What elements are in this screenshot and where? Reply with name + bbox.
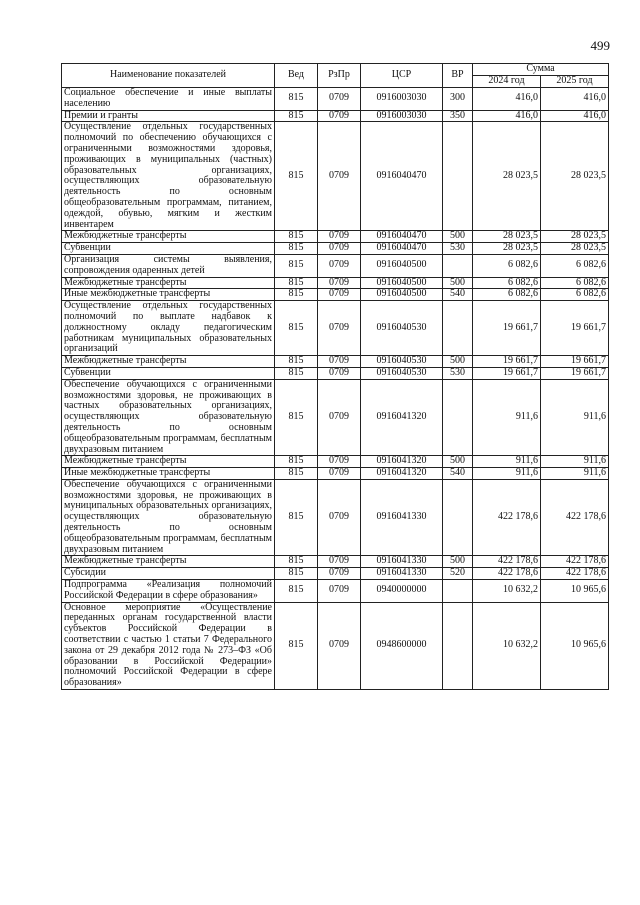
row-name: Иные межбюджетные трансферты — [62, 289, 275, 301]
row-sum-2024: 6 082,6 — [473, 289, 541, 301]
row-ved: 815 — [275, 456, 318, 468]
row-csr: 0916041330 — [361, 568, 443, 580]
row-rzpr: 0709 — [318, 110, 361, 122]
row-vr: 350 — [443, 110, 473, 122]
row-ved: 815 — [275, 367, 318, 379]
row-sum-2025: 28 023,5 — [541, 231, 609, 243]
row-rzpr: 0709 — [318, 456, 361, 468]
row-csr: 0916040500 — [361, 254, 443, 277]
row-sum-2024: 28 023,5 — [473, 231, 541, 243]
row-csr: 0916040470 — [361, 122, 443, 231]
row-rzpr: 0709 — [318, 289, 361, 301]
row-sum-2024: 422 178,6 — [473, 479, 541, 556]
row-rzpr: 0709 — [318, 479, 361, 556]
row-csr: 0916041330 — [361, 479, 443, 556]
header-rzpr: РзПр — [318, 64, 361, 88]
row-rzpr: 0709 — [318, 580, 361, 603]
table-row — [62, 556, 609, 568]
row-vr: 500 — [443, 456, 473, 468]
row-csr: 0916040470 — [361, 243, 443, 255]
row-csr: 0916041320 — [361, 468, 443, 480]
row-ved: 815 — [275, 580, 318, 603]
row-sum-2025: 416,0 — [541, 88, 609, 111]
row-sum-2024: 911,6 — [473, 456, 541, 468]
row-name: Организация системы выявления, сопровождения одаренных детей — [62, 254, 275, 277]
table-row — [62, 122, 609, 231]
row-rzpr: 0709 — [318, 556, 361, 568]
header-csr: ЦСР — [361, 64, 443, 88]
row-vr — [443, 580, 473, 603]
row-vr — [443, 602, 473, 689]
row-sum-2025: 19 661,7 — [541, 367, 609, 379]
row-sum-2025: 416,0 — [541, 110, 609, 122]
table-row — [62, 479, 609, 556]
row-sum-2025: 19 661,7 — [541, 356, 609, 368]
table-row — [62, 356, 609, 368]
row-name: Премии и гранты — [62, 110, 275, 122]
table-row — [62, 301, 609, 356]
row-csr: 0916040500 — [361, 277, 443, 289]
row-rzpr: 0709 — [318, 602, 361, 689]
row-name: Межбюджетные трансферты — [62, 277, 275, 289]
row-rzpr: 0709 — [318, 88, 361, 111]
row-vr — [443, 254, 473, 277]
row-rzpr: 0709 — [318, 122, 361, 231]
row-vr: 300 — [443, 88, 473, 111]
row-name: Субвенции — [62, 367, 275, 379]
row-sum-2024: 19 661,7 — [473, 301, 541, 356]
row-ved: 815 — [275, 356, 318, 368]
table-row — [62, 88, 609, 111]
row-ved: 815 — [275, 289, 318, 301]
table-header — [62, 64, 609, 88]
row-name: Основное мероприятие «Осуществление переданных органам государственной власти субъектов Российской Федерации в соответствии с частью 1 статьи 7 Федерального закона от 29 декабря 2012 года № 273–ФЗ «Об образовании в Российской Федерации» полномочий Российской Федерации в сфере образования» — [62, 602, 275, 689]
row-sum-2024: 28 023,5 — [473, 243, 541, 255]
row-ved: 815 — [275, 231, 318, 243]
header-name: Наименование показателей — [62, 64, 275, 88]
row-name: Межбюджетные трансферты — [62, 231, 275, 243]
row-rzpr: 0709 — [318, 356, 361, 368]
row-csr: 0916041320 — [361, 379, 443, 456]
row-sum-2024: 422 178,6 — [473, 568, 541, 580]
row-name: Межбюджетные трансферты — [62, 556, 275, 568]
row-vr: 540 — [443, 289, 473, 301]
row-rzpr: 0709 — [318, 379, 361, 456]
table-row — [62, 580, 609, 603]
row-vr — [443, 122, 473, 231]
row-sum-2024: 10 632,2 — [473, 602, 541, 689]
row-ved: 815 — [275, 568, 318, 580]
row-sum-2024: 416,0 — [473, 110, 541, 122]
budget-table — [61, 63, 609, 690]
row-sum-2024: 19 661,7 — [473, 356, 541, 368]
row-name: Социальное обеспечение и иные выплаты населению — [62, 88, 275, 111]
row-sum-2025: 10 965,6 — [541, 602, 609, 689]
row-vr: 500 — [443, 356, 473, 368]
row-sum-2024: 10 632,2 — [473, 580, 541, 603]
row-sum-2024: 6 082,6 — [473, 254, 541, 277]
row-vr — [443, 379, 473, 456]
row-csr: 0916041320 — [361, 456, 443, 468]
row-sum-2025: 911,6 — [541, 379, 609, 456]
row-sum-2025: 422 178,6 — [541, 556, 609, 568]
row-sum-2025: 6 082,6 — [541, 289, 609, 301]
row-ved: 815 — [275, 243, 318, 255]
row-ved: 815 — [275, 479, 318, 556]
row-name: Осуществление отдельных государственных полномочий по обеспечению обучающихся с ограниченными возможностями здоровья, проживающих в муниципальных (частных) образовательных организациях, осуществляющих образовательную деятельность по основным общеобразовательным программам, питанием, одеждой, обувью, мягким и жестким инвентарем — [62, 122, 275, 231]
row-name: Осуществление отдельных государственных полномочий по выплате надбавок к должностному окладу педагогическим работникам муниципальных образовательных организаций — [62, 301, 275, 356]
header-sum: Сумма — [473, 64, 609, 76]
row-rzpr: 0709 — [318, 367, 361, 379]
row-vr: 540 — [443, 468, 473, 480]
header-vr: ВР — [443, 64, 473, 88]
row-sum-2025: 28 023,5 — [541, 243, 609, 255]
row-ved: 815 — [275, 88, 318, 111]
row-sum-2025: 6 082,6 — [541, 254, 609, 277]
row-ved: 815 — [275, 122, 318, 231]
table-row — [62, 379, 609, 456]
row-name: Иные межбюджетные трансферты — [62, 468, 275, 480]
row-rzpr: 0709 — [318, 243, 361, 255]
row-sum-2025: 422 178,6 — [541, 568, 609, 580]
row-csr: 0940000000 — [361, 580, 443, 603]
row-vr: 520 — [443, 568, 473, 580]
row-csr: 0916003030 — [361, 110, 443, 122]
row-vr: 500 — [443, 556, 473, 568]
row-csr: 0916003030 — [361, 88, 443, 111]
row-sum-2025: 19 661,7 — [541, 301, 609, 356]
row-name: Обеспечение обучающихся с ограниченными возможностями здоровья, не проживающих в частных образовательных организациях, осуществляющих образовательную деятельность по основным общеобразовательным программам, бесплатным двухразовым питанием — [62, 379, 275, 456]
row-name: Межбюджетные трансферты — [62, 456, 275, 468]
row-sum-2025: 911,6 — [541, 456, 609, 468]
row-vr: 500 — [443, 231, 473, 243]
row-csr: 0916040530 — [361, 356, 443, 368]
row-name: Обеспечение обучающихся с ограниченными возможностями здоровья, не проживающих в муниципальных образовательных организациях, осуществляющих образовательную деятельность по основным общеобразовательным программам, бесплатным двухразовым питанием — [62, 479, 275, 556]
row-sum-2024: 6 082,6 — [473, 277, 541, 289]
row-sum-2025: 911,6 — [541, 468, 609, 480]
row-sum-2024: 28 023,5 — [473, 122, 541, 231]
row-ved: 815 — [275, 277, 318, 289]
table-body — [62, 88, 609, 690]
row-sum-2025: 28 023,5 — [541, 122, 609, 231]
row-csr: 0916040530 — [361, 367, 443, 379]
row-ved: 815 — [275, 110, 318, 122]
table-row — [62, 277, 609, 289]
row-name: Подпрограмма «Реализация полномочий Российской Федерации в сфере образования» — [62, 580, 275, 603]
header-year-2025: 2025 год — [541, 76, 609, 88]
row-name: Межбюджетные трансферты — [62, 356, 275, 368]
table-row — [62, 367, 609, 379]
row-csr: 0916040500 — [361, 289, 443, 301]
row-csr: 0916040530 — [361, 301, 443, 356]
row-rzpr: 0709 — [318, 231, 361, 243]
row-csr: 0916040470 — [361, 231, 443, 243]
row-rzpr: 0709 — [318, 568, 361, 580]
table-row — [62, 289, 609, 301]
row-sum-2024: 19 661,7 — [473, 367, 541, 379]
header-year-2024: 2024 год — [473, 76, 541, 88]
table-row — [62, 110, 609, 122]
row-vr: 530 — [443, 367, 473, 379]
row-rzpr: 0709 — [318, 277, 361, 289]
row-ved: 815 — [275, 379, 318, 456]
row-name: Субвенции — [62, 243, 275, 255]
row-sum-2024: 416,0 — [473, 88, 541, 111]
row-ved: 815 — [275, 468, 318, 480]
table-row — [62, 243, 609, 255]
table-row — [62, 456, 609, 468]
table-row — [62, 254, 609, 277]
row-vr: 530 — [443, 243, 473, 255]
row-sum-2024: 911,6 — [473, 379, 541, 456]
table-row — [62, 468, 609, 480]
row-rzpr: 0709 — [318, 468, 361, 480]
row-ved: 815 — [275, 254, 318, 277]
header-ved: Вед — [275, 64, 318, 88]
row-sum-2025: 10 965,6 — [541, 580, 609, 603]
row-vr — [443, 479, 473, 556]
table-row — [62, 602, 609, 689]
row-csr: 0916041330 — [361, 556, 443, 568]
table-row — [62, 231, 609, 243]
row-rzpr: 0709 — [318, 301, 361, 356]
row-ved: 815 — [275, 556, 318, 568]
row-rzpr: 0709 — [318, 254, 361, 277]
row-vr — [443, 301, 473, 356]
row-name: Субсидии — [62, 568, 275, 580]
row-ved: 815 — [275, 602, 318, 689]
page-number: 499 — [590, 38, 610, 53]
row-sum-2025: 6 082,6 — [541, 277, 609, 289]
row-ved: 815 — [275, 301, 318, 356]
row-csr: 0948600000 — [361, 602, 443, 689]
row-sum-2025: 422 178,6 — [541, 479, 609, 556]
row-vr: 500 — [443, 277, 473, 289]
row-sum-2024: 911,6 — [473, 468, 541, 480]
row-sum-2024: 422 178,6 — [473, 556, 541, 568]
table-row — [62, 568, 609, 580]
